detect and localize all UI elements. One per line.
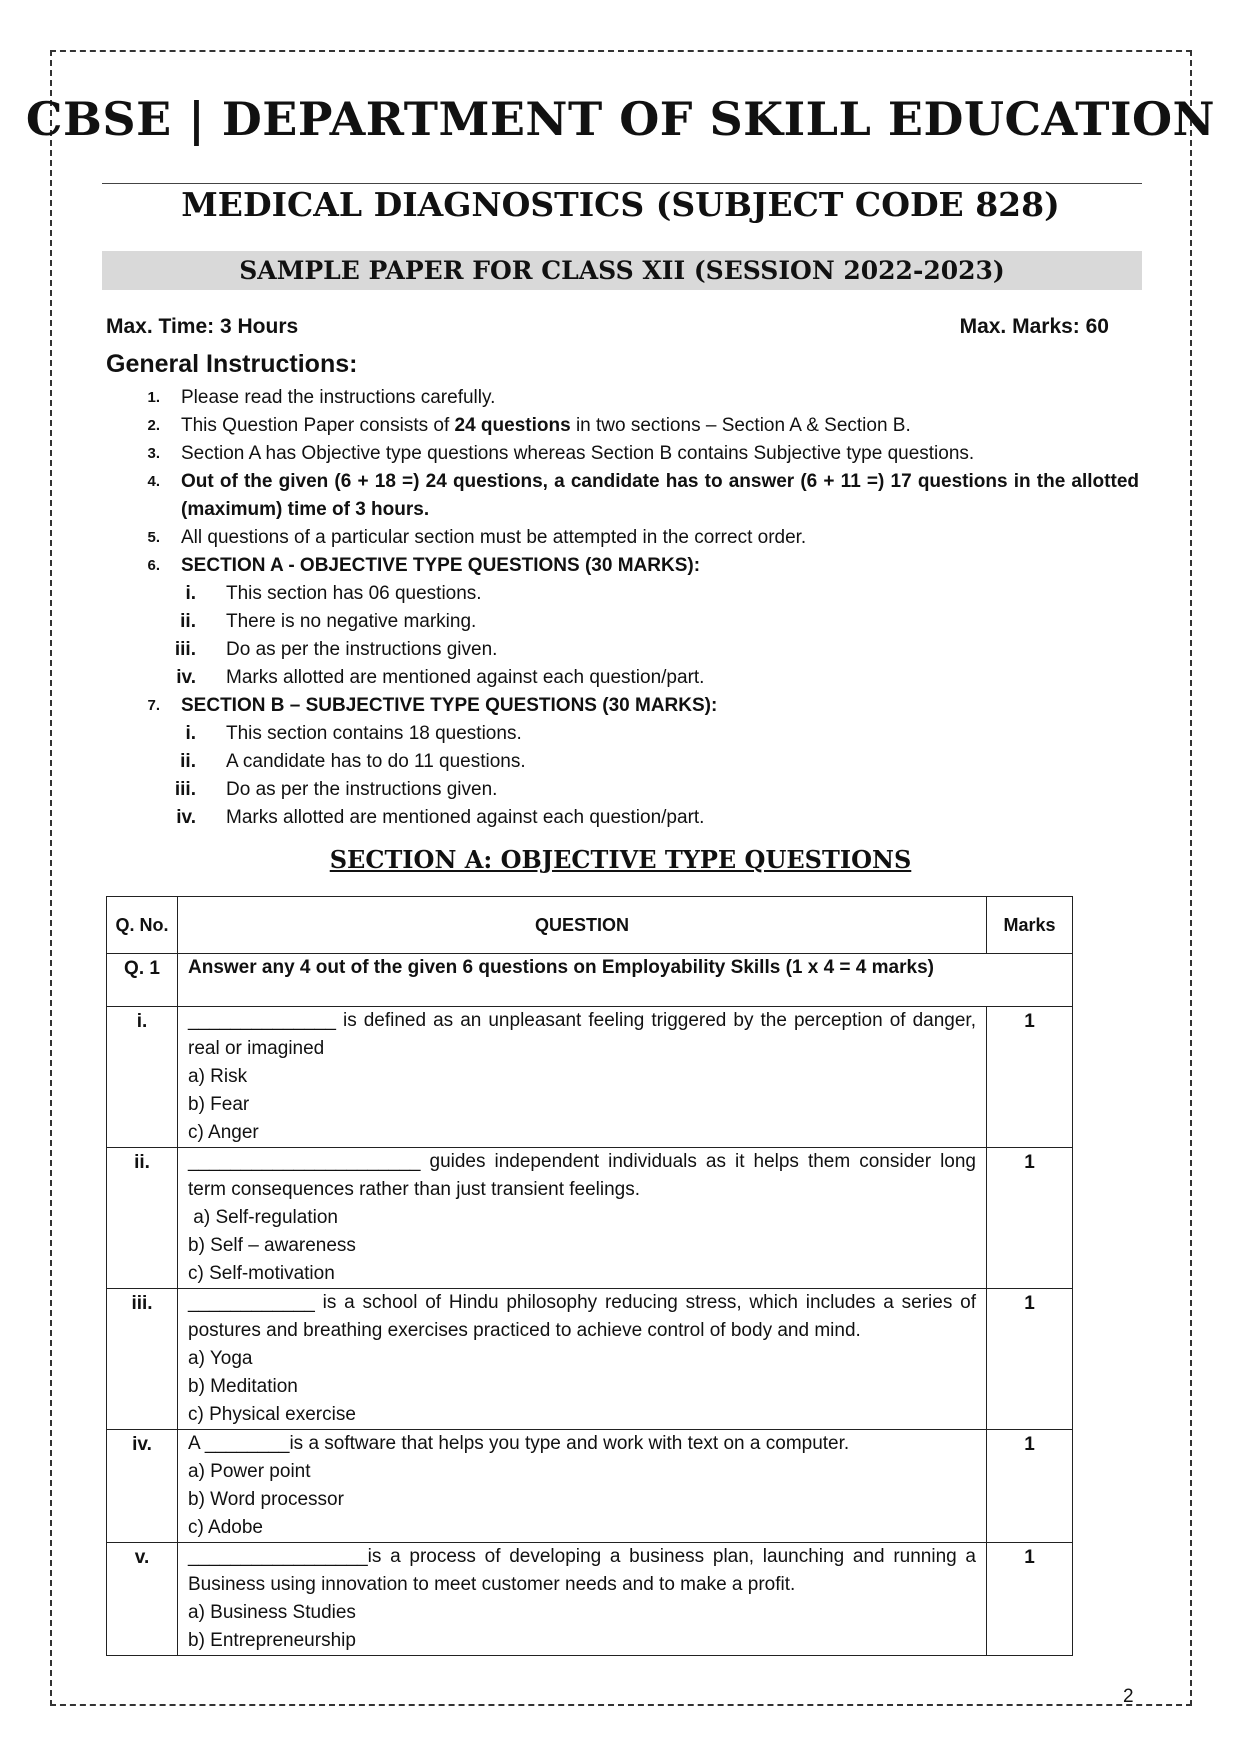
questions-table — [106, 896, 1073, 1656]
q1-text: Answer any 4 out of the given 6 questions on Employability Skills (1 x 4 = 4 marks) — [178, 954, 1073, 1007]
instructions-list — [106, 384, 1139, 832]
option: b) Meditation — [188, 1376, 298, 1397]
instruction-item: 2. This Question Paper consists of 24 questions in two sections – Section A & Section B. — [147, 415, 911, 436]
max-marks: Max. Marks: 60 — [959, 315, 1109, 338]
instruction-subitem: ii. A candidate has to do 11 questions. — [180, 751, 526, 772]
instruction-subitem: iv. Marks allotted are mentioned against each question/part. — [176, 667, 705, 688]
page-number: 2 — [1123, 1686, 1134, 1707]
option: a) Risk — [188, 1066, 248, 1087]
question-stem: ______________ is defined as an unpleasant feeling triggered by the perception of danger, real or imagined — [188, 1010, 976, 1059]
marks-value: 1 — [987, 1289, 1073, 1430]
table-header-row — [107, 897, 1073, 954]
section-a-heading: SECTION A: OBJECTIVE TYPE QUESTIONS — [329, 845, 912, 874]
table-row: i. ______________ is defined as an unpleasant feeling triggered by the perception of danger, real or imagined a) Risk b) Fear c) Anger 1 — [107, 1007, 1073, 1148]
marks-value: 1 — [987, 1543, 1073, 1656]
instructions-title: General Instructions: — [106, 350, 358, 378]
option: b) Fear — [188, 1094, 250, 1115]
table-row: v. _________________is a process of developing a business plan, launching and running a Business using innovation to meet customer needs and to make a profit. a) Business Studies b) Entrepreneurship 1 — [107, 1543, 1073, 1656]
option: b) Self – awareness — [188, 1235, 356, 1256]
question-stem: ____________ is a school of Hindu philosophy reducing stress, which includes a series of postures and breathing exercises practiced to achieve control of body and mind. — [188, 1292, 976, 1341]
instruction-subitem: ii. There is no negative marking. — [180, 611, 477, 632]
q1-number: Q. 1 — [107, 954, 178, 1007]
instruction-item: 1. Please read the instructions carefully. — [147, 387, 496, 408]
q1-row — [107, 954, 1073, 1007]
table-row: iv. A ________is a software that helps you type and work with text on a computer. a) Power point b) Word processor c) Adobe 1 — [107, 1430, 1073, 1543]
title-divider — [102, 183, 1142, 184]
instruction-item: 3. Section A has Objective type questions whereas Section B contains Subjective type questions. — [147, 443, 975, 464]
header-qno: Q. No. — [107, 897, 178, 954]
instruction-item: 4. Out of the given (6 + 18 =) 24 questions, a candidate has to answer (6 + 11 =) 17 questions in the allotted (maximum) time of 3 hours. — [147, 471, 1139, 520]
option: c) Physical exercise — [188, 1404, 356, 1425]
instruction-item: 7. SECTION B – SUBJECTIVE TYPE QUESTIONS (30 MARKS): — [147, 695, 718, 716]
table-row: ii. ______________________ guides independent individuals as it helps them consider long term consequences rather than just transient feelings. a) Self-regulation b) Self – awareness c) Self-motivation 1 — [107, 1148, 1073, 1289]
option: c) Anger — [188, 1122, 259, 1143]
option: a) Power point — [188, 1461, 311, 1482]
option: a) Self-regulation — [188, 1207, 338, 1228]
marks-value: 1 — [987, 1007, 1073, 1148]
marks-value: 1 — [987, 1148, 1073, 1289]
table-row: iii. ____________ is a school of Hindu philosophy reducing stress, which includes a series of postures and breathing exercises practiced to achieve control of body and mind. a) Yoga b) Meditation c) Physical exercise 1 — [107, 1289, 1073, 1430]
option: b) Entrepreneurship — [188, 1630, 356, 1651]
option: b) Word processor — [188, 1489, 344, 1510]
instruction-subitem: i. This section contains 18 questions. — [185, 723, 522, 744]
subject-title: MEDICAL DIAGNOSTICS (SUBJECT CODE 828) — [181, 185, 1060, 224]
option: c) Adobe — [188, 1517, 263, 1538]
max-time: Max. Time: 3 Hours — [106, 315, 299, 338]
instruction-subitem: iii. Do as per the instructions given. — [174, 779, 498, 800]
instruction-subitem: iv. Marks allotted are mentioned against each question/part. — [176, 807, 705, 828]
document-title: CBSE | DEPARTMENT OF SKILL EDUCATION — [25, 92, 1216, 146]
instruction-subitem: i. This section has 06 questions. — [185, 583, 482, 604]
option: a) Business Studies — [188, 1602, 356, 1623]
option: c) Self-motivation — [188, 1263, 335, 1284]
question-stem: ______________________ guides independent individuals as it helps them consider long term consequences rather than just transient feelings. — [188, 1151, 976, 1200]
question-stem: A ________is a software that helps you type and work with text on a computer. — [188, 1433, 850, 1454]
instruction-item: 5. All questions of a particular section must be attempted in the correct order. — [147, 527, 807, 548]
marks-value: 1 — [987, 1430, 1073, 1543]
paper-banner: SAMPLE PAPER FOR CLASS XII (SESSION 2022-2023) — [102, 251, 1142, 290]
question-stem: _________________is a process of developing a business plan, launching and running a Business using innovation to meet customer needs and to make a profit. — [188, 1546, 976, 1595]
header-marks: Marks — [987, 897, 1073, 954]
header-question: QUESTION — [178, 897, 987, 954]
option: a) Yoga — [188, 1348, 253, 1369]
instruction-item: 6. SECTION A - OBJECTIVE TYPE QUESTIONS (30 MARKS): — [147, 555, 701, 576]
instruction-subitem: iii. Do as per the instructions given. — [174, 639, 498, 660]
